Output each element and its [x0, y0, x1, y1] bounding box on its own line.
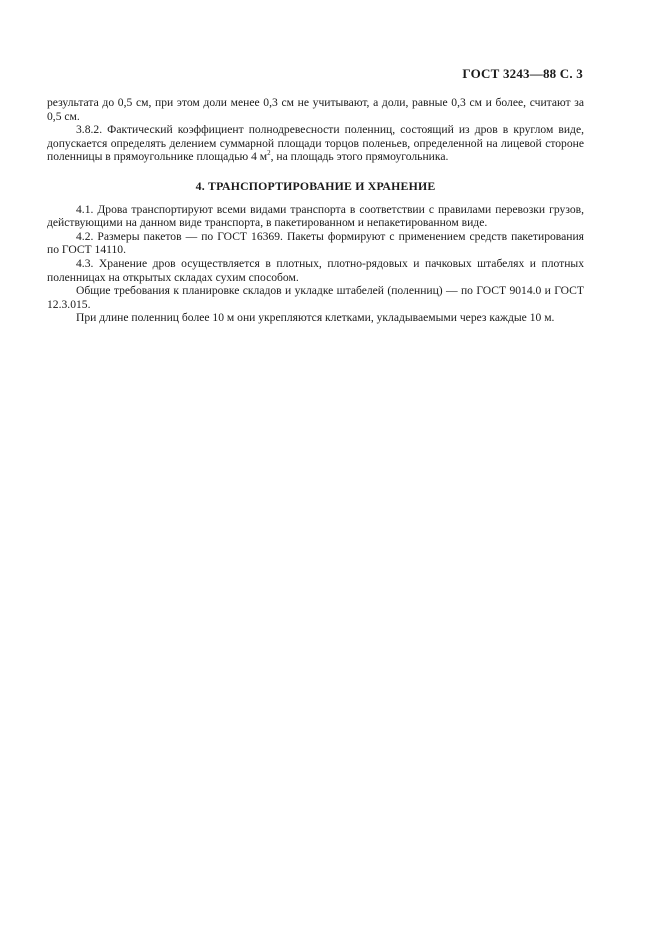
- section-title: 4. ТРАНСПОРТИРОВАНИЕ И ХРАНЕНИЕ: [195, 178, 436, 193]
- paragraph-4-1: 4.1. Дрова транспортируют всеми видами транспорта в соответствии с правилами перевозки грузов, действующими на данном виде транспорта, в пакетированном и непакетированном виде.: [47, 202, 584, 230]
- paragraph-3-8-2-text: 3.8.2. Фактический коэффициент полнодревесности поленниц, состоящий из дров в круглом виде, допускается определять делением суммарной площади торцов поленьев, определенной на лицевой стороне поленницы в прямоугольнике площадью 4 м: [47, 123, 584, 164]
- paragraph-4-2: 4.2. Размеры пакетов — по ГОСТ 16369. Пакеты формируют с применением средств пакетирования по ГОСТ 14110.: [47, 229, 584, 257]
- paragraph-continuation: результата до 0,5 см, при этом доли менее 0,3 см не учитывают, а доли, равные 0,3 см и более, считают за 0,5 см.: [47, 96, 584, 123]
- page-header: ГОСТ 3243—88 С. 3: [462, 66, 583, 81]
- document-body: [47, 96, 584, 325]
- paragraph-general-requirements: Общие требования к планировке складов и укладке штабелей (поленниц) — по ГОСТ 9014.0 и ГОСТ 12.3.015.: [47, 284, 584, 311]
- paragraph-4-3: 4.3. Хранение дров осуществляется в плотных, плотно-рядовых и пачковых штабелях и плотных поленницах на открытых складах сухим способом.: [47, 256, 584, 284]
- paragraph-3-8-2-tail: , на площадь этого прямоугольника.: [270, 150, 449, 164]
- paragraph-stack-length: При длине поленниц более 10 м они укрепляются клетками, укладываемыми через каждые 10 м.: [76, 311, 555, 325]
- superscript-2: 2: [267, 149, 271, 158]
- paragraph-3-8-2: [47, 123, 584, 164]
